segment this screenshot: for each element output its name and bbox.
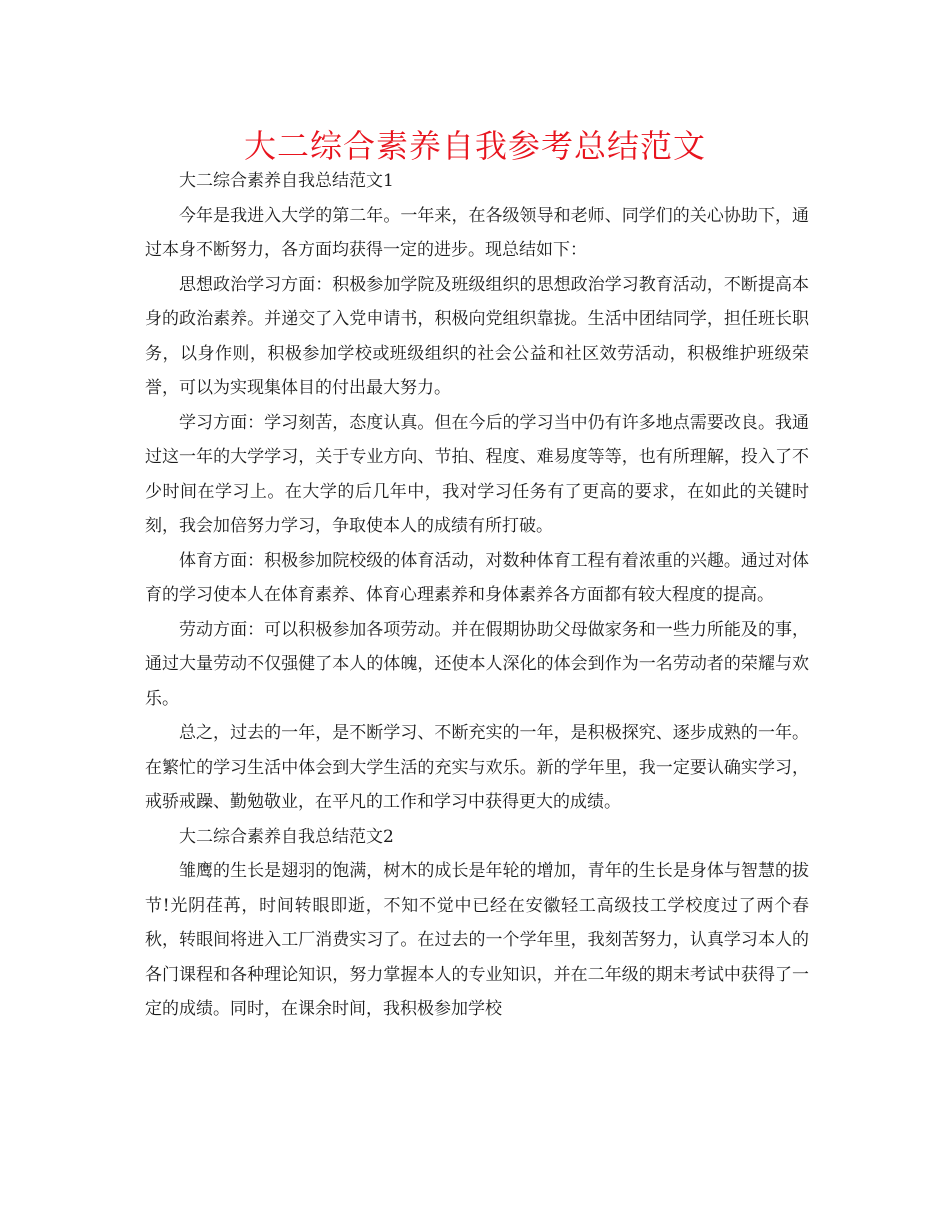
document-title: 大二综合素养自我参考总结范文 [243, 127, 706, 165]
document-body [145, 164, 809, 1027]
paragraph-labor: 劳动方面：可以积极参加各项劳动。并在假期协助父母做家务和一些力所能及的事，通过大量劳动不仅强健了本人的体魄，还使本人深化的体会到作为一名劳动者的荣耀与欢乐。 [145, 619, 809, 709]
paragraph-conclusion: 总之，过去的一年，是不断学习、不断充实的一年，是积极探究、逐步成熟的一年。在繁忙的学习生活中体会到大学生活的充实与欢乐。新的学年里，我一定要认确实学习，戒骄戒躁、勤勉敬业，在平凡的工作和学习中获得更大的成绩。 [145, 723, 809, 812]
paragraph-intro: 今年是我进入大学的第二年。一年来，在各级领导和老师、同学们的关心协助下，通过本身不断努力，各方面均获得一定的进步。现总结如下： [145, 205, 809, 260]
paragraph-growth: 雏鹰的生长是翅羽的饱满，树木的成长是年轮的增加，青年的生长是身体与智慧的拔节!光阴荏苒，时间转眼即逝，不知不觉中已经在安徽轻工高级技工学校度过了两个春秋，转眼间将进入工厂消费实习了。在过去的一个学年里，我刻苦努力，认真学习本人的各门课程和各种理论知识，努力掌握本人的专业知识，并在二年级的期末考试中获得了一定的成绩。同时，在课余时间，我积极参加学校 [145, 861, 809, 1019]
paragraph-sports: 体育方面：积极参加院校级的体育活动，对数种体育工程有着浓重的兴趣。通过对体育的学习使本人在体育素养、体育心理素养和身体素养各方面都有较大程度的提高。 [145, 550, 809, 605]
paragraph-study: 学习方面：学习刻苦，态度认真。但在今后的学习当中仍有许多地点需要改良。我通过这一年的大学学习，关于专业方向、节拍、程度、难易度等等，也有所理解，投入了不少时间在学习上。在大学的后几年中，我对学习任务有了更高的要求，在如此的关键时刻，我会加倍努力学习，争取使本人的成绩有所打破。 [145, 412, 809, 536]
section-heading-1: 大二综合素养自我总结范文1 [179, 171, 394, 191]
section-heading-2: 大二综合素养自我总结范文2 [179, 826, 394, 847]
paragraph-political-study: 思想政治学习方面：积极参加学院及班级组织的思想政治学习教育活动，不断提高本身的政治素养。并递交了入党申请书，积极向党组织靠拢。生活中团结同学，担任班长职务，以身作则，积极参加学校或班级组织的社会公益和社区效劳活动，积极维护班级荣誉，可以为实现集体目的付出最大努力。 [145, 274, 809, 398]
